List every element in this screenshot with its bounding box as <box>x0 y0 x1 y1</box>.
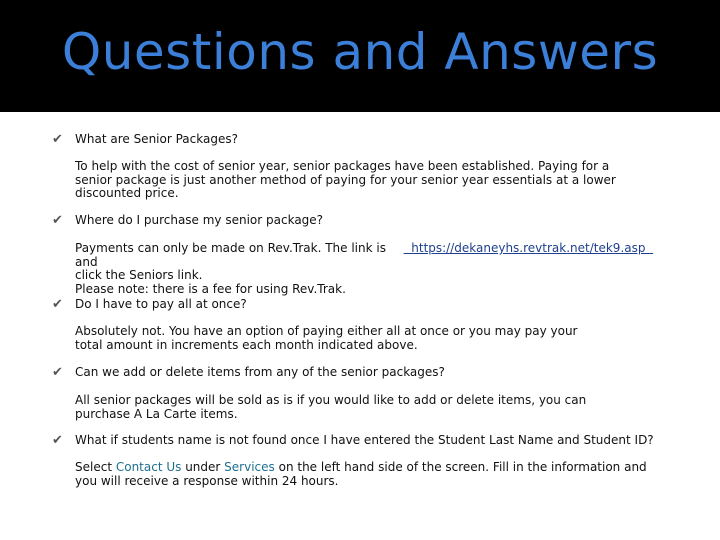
faq-answer-5 <box>75 461 650 488</box>
faq-answer-5-text: on the left hand side of the screen. Fill in the information and you will receive a response within 24 hours. <box>75 460 651 488</box>
check-icon: ✔ <box>52 297 63 312</box>
check-icon: ✔ <box>52 365 63 380</box>
check-icon: ✔ <box>52 132 63 147</box>
faq-answer-5-text: Select <box>75 460 116 474</box>
page-title: Questions and Answers <box>61 23 659 81</box>
faq-answer-2-text: Payments can only be made on Rev.Trak. The link is <box>75 241 386 255</box>
faq-question-1: What are Senior Packages? <box>75 132 238 146</box>
faq-answer-1: To help with the cost of senior year, senior packages have been established. Paying for a senior package is just another method of paying for your senior year essentials at a lower discounted price. <box>75 159 616 200</box>
faq-question-4: Can we add or delete items from any of the senior packages? <box>75 365 445 379</box>
faq-answer-2-and: and <box>75 254 98 269</box>
faq-answer-2-line-3: Please note: there is a fee for using Rev.Trak. <box>75 281 346 296</box>
revtrak-link[interactable]: https://dekaneyhs.revtrak.net/tek9.asp <box>403 241 654 255</box>
check-icon: ✔ <box>52 433 63 448</box>
faq-answer-2 <box>75 242 670 296</box>
faq-answer-5-text: under <box>181 460 225 474</box>
faq-question-3: Do I have to pay all at once? <box>75 297 247 311</box>
check-icon: ✔ <box>52 213 63 228</box>
services-link[interactable]: Services <box>224 460 275 474</box>
faq-question-5: What if students name is not found once I have entered the Student Last Name and Student ID? <box>75 433 654 447</box>
faq-answer-2-line-1 <box>75 242 670 269</box>
faq-question-2: Where do I purchase my senior package? <box>75 213 324 227</box>
faq-answer-3: Absolutely not. You have an option of paying either all at once or you may pay your total amount in increments each month indicated above. <box>75 324 578 352</box>
contact-us-link[interactable]: Contact Us <box>115 460 182 474</box>
faq-answer-4: All senior packages will be sold as is if you would like to add or delete items, you can purchase A La Carte items. <box>75 393 587 421</box>
faq-answer-2-line-2: click the Seniors link. <box>75 268 203 282</box>
